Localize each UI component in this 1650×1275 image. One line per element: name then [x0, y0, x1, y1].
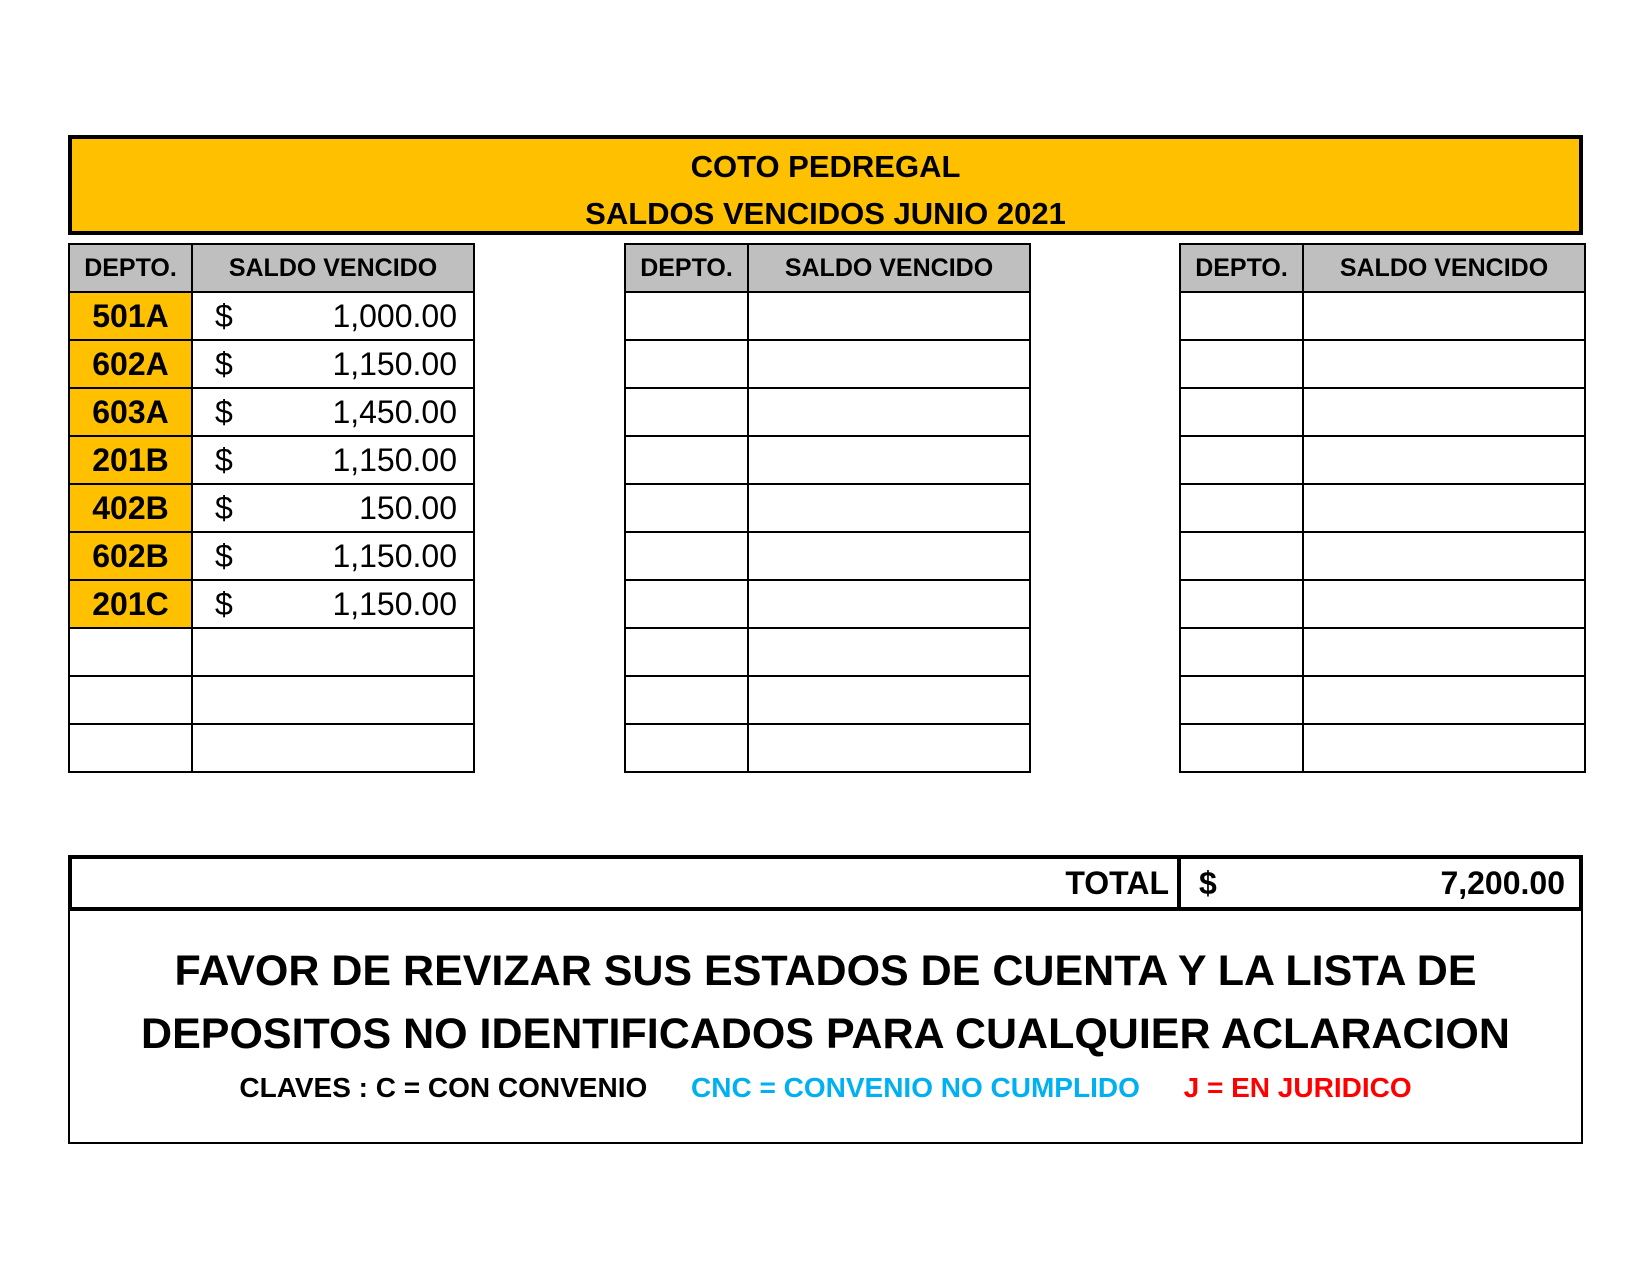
empty-cell	[1303, 724, 1585, 772]
currency-symbol: $	[215, 537, 233, 574]
table-row	[69, 292, 474, 340]
depto-cell: 602A	[69, 340, 192, 388]
table-header-row	[1180, 244, 1585, 292]
notice-line1: FAVOR DE REVIZAR SUS ESTADOS DE CUENTA Y LA LISTA DE	[174, 947, 1477, 995]
depto-cell: 201B	[69, 436, 192, 484]
empty-row	[1180, 436, 1585, 484]
currency-symbol: $	[215, 441, 233, 478]
empty-cell	[1303, 388, 1585, 436]
empty-cell	[625, 436, 748, 484]
key-j: J = EN JURIDICO	[1183, 1072, 1412, 1103]
empty-cell	[1303, 580, 1585, 628]
total-currency: $	[1199, 865, 1217, 901]
title-line2: SALDOS VENCIDOS JUNIO 2021	[585, 196, 1066, 231]
empty-cell	[748, 580, 1030, 628]
empty-cell	[69, 724, 192, 772]
currency-symbol: $	[215, 393, 233, 430]
key-c: CLAVES : C = CON CONVENIO	[239, 1072, 648, 1103]
empty-cell	[748, 388, 1030, 436]
table-header-row	[625, 244, 1030, 292]
empty-cell	[1180, 484, 1303, 532]
saldo-cell	[192, 340, 474, 388]
saldo-cell	[192, 532, 474, 580]
empty-cell	[625, 580, 748, 628]
empty-cell	[192, 724, 474, 772]
depto-header: DEPTO.	[69, 244, 192, 292]
empty-row	[625, 628, 1030, 676]
empty-cell	[625, 484, 748, 532]
empty-row	[625, 676, 1030, 724]
empty-cell	[625, 724, 748, 772]
amount: 1,450.00	[332, 393, 457, 430]
empty-cell	[1180, 340, 1303, 388]
saldo-cell	[192, 484, 474, 532]
empty-cell	[748, 436, 1030, 484]
empty-row	[1180, 388, 1585, 436]
empty-cell	[192, 628, 474, 676]
empty-cell	[748, 292, 1030, 340]
empty-cell	[748, 532, 1030, 580]
empty-row	[1180, 724, 1585, 772]
empty-cell	[625, 340, 748, 388]
empty-row	[625, 532, 1030, 580]
empty-cell	[1180, 628, 1303, 676]
empty-cell	[1180, 676, 1303, 724]
notice-box	[68, 909, 1583, 1144]
empty-cell	[748, 676, 1030, 724]
empty-row	[625, 484, 1030, 532]
empty-cell	[748, 628, 1030, 676]
amount: 1,150.00	[332, 441, 457, 478]
empty-cell	[625, 628, 748, 676]
amount: 1,000.00	[332, 297, 457, 334]
table-row	[69, 484, 474, 532]
empty-cell	[1303, 628, 1585, 676]
saldo-header: SALDO VENCIDO	[748, 244, 1030, 292]
empty-cell	[1303, 676, 1585, 724]
empty-cell	[1180, 532, 1303, 580]
empty-row	[625, 580, 1030, 628]
currency-symbol: $	[215, 489, 233, 526]
empty-cell	[625, 532, 748, 580]
empty-cell	[748, 724, 1030, 772]
empty-cell	[69, 628, 192, 676]
amount: 1,150.00	[332, 585, 457, 622]
total-row	[68, 855, 1583, 911]
table-header-row	[69, 244, 474, 292]
empty-cell	[625, 676, 748, 724]
empty-row	[1180, 532, 1585, 580]
empty-cell	[69, 676, 192, 724]
balance-table-3	[1179, 243, 1586, 773]
empty-cell	[748, 340, 1030, 388]
currency-symbol: $	[215, 585, 233, 622]
amount: 1,150.00	[332, 345, 457, 382]
empty-cell	[1303, 484, 1585, 532]
saldo-cell	[192, 388, 474, 436]
amount: 1,150.00	[332, 537, 457, 574]
empty-cell	[625, 292, 748, 340]
table-row	[69, 340, 474, 388]
table-row	[69, 436, 474, 484]
empty-row	[69, 724, 474, 772]
key-cnc: CNC = CONVENIO NO CUMPLIDO	[691, 1072, 1140, 1103]
table-row	[69, 532, 474, 580]
currency-symbol: $	[215, 297, 233, 334]
empty-cell	[1180, 580, 1303, 628]
empty-row	[625, 436, 1030, 484]
notice-line2: DEPOSITOS NO IDENTIFICADOS PARA CUALQUIER ACLARACION	[141, 1010, 1510, 1058]
empty-row	[1180, 484, 1585, 532]
depto-cell: 201C	[69, 580, 192, 628]
saldo-header: SALDO VENCIDO	[1303, 244, 1585, 292]
depto-header: DEPTO.	[625, 244, 748, 292]
total-divider	[1177, 859, 1181, 907]
report-header	[68, 135, 1583, 235]
empty-cell	[1180, 724, 1303, 772]
balance-table-2	[624, 243, 1031, 773]
depto-cell: 501A	[69, 292, 192, 340]
empty-cell	[192, 676, 474, 724]
empty-cell	[1303, 340, 1585, 388]
empty-row	[1180, 628, 1585, 676]
total-value: 7,200.00	[1440, 865, 1565, 901]
empty-cell	[1180, 388, 1303, 436]
empty-cell	[1180, 436, 1303, 484]
empty-cell	[1303, 532, 1585, 580]
empty-cell	[625, 388, 748, 436]
table-row	[69, 580, 474, 628]
empty-row	[69, 628, 474, 676]
empty-row	[1180, 676, 1585, 724]
depto-header: DEPTO.	[1180, 244, 1303, 292]
balance-table-1	[68, 243, 475, 773]
total-label: TOTAL	[1065, 865, 1169, 901]
amount: 150.00	[359, 489, 457, 526]
empty-row	[625, 724, 1030, 772]
depto-cell: 602B	[69, 532, 192, 580]
saldo-header: SALDO VENCIDO	[192, 244, 474, 292]
empty-cell	[1303, 292, 1585, 340]
empty-row	[1180, 292, 1585, 340]
empty-row	[1180, 340, 1585, 388]
saldo-cell	[192, 436, 474, 484]
depto-cell: 603A	[69, 388, 192, 436]
key-legend	[70, 1072, 1581, 1104]
saldo-cell	[192, 292, 474, 340]
table-row	[69, 388, 474, 436]
empty-cell	[748, 484, 1030, 532]
saldo-cell	[192, 580, 474, 628]
empty-row	[625, 292, 1030, 340]
empty-cell	[1180, 292, 1303, 340]
empty-row	[625, 340, 1030, 388]
empty-cell	[1303, 436, 1585, 484]
currency-symbol: $	[215, 345, 233, 382]
empty-row	[69, 676, 474, 724]
empty-row	[625, 388, 1030, 436]
depto-cell: 402B	[69, 484, 192, 532]
title-line1: COTO PEDREGAL	[690, 149, 961, 184]
empty-row	[1180, 580, 1585, 628]
